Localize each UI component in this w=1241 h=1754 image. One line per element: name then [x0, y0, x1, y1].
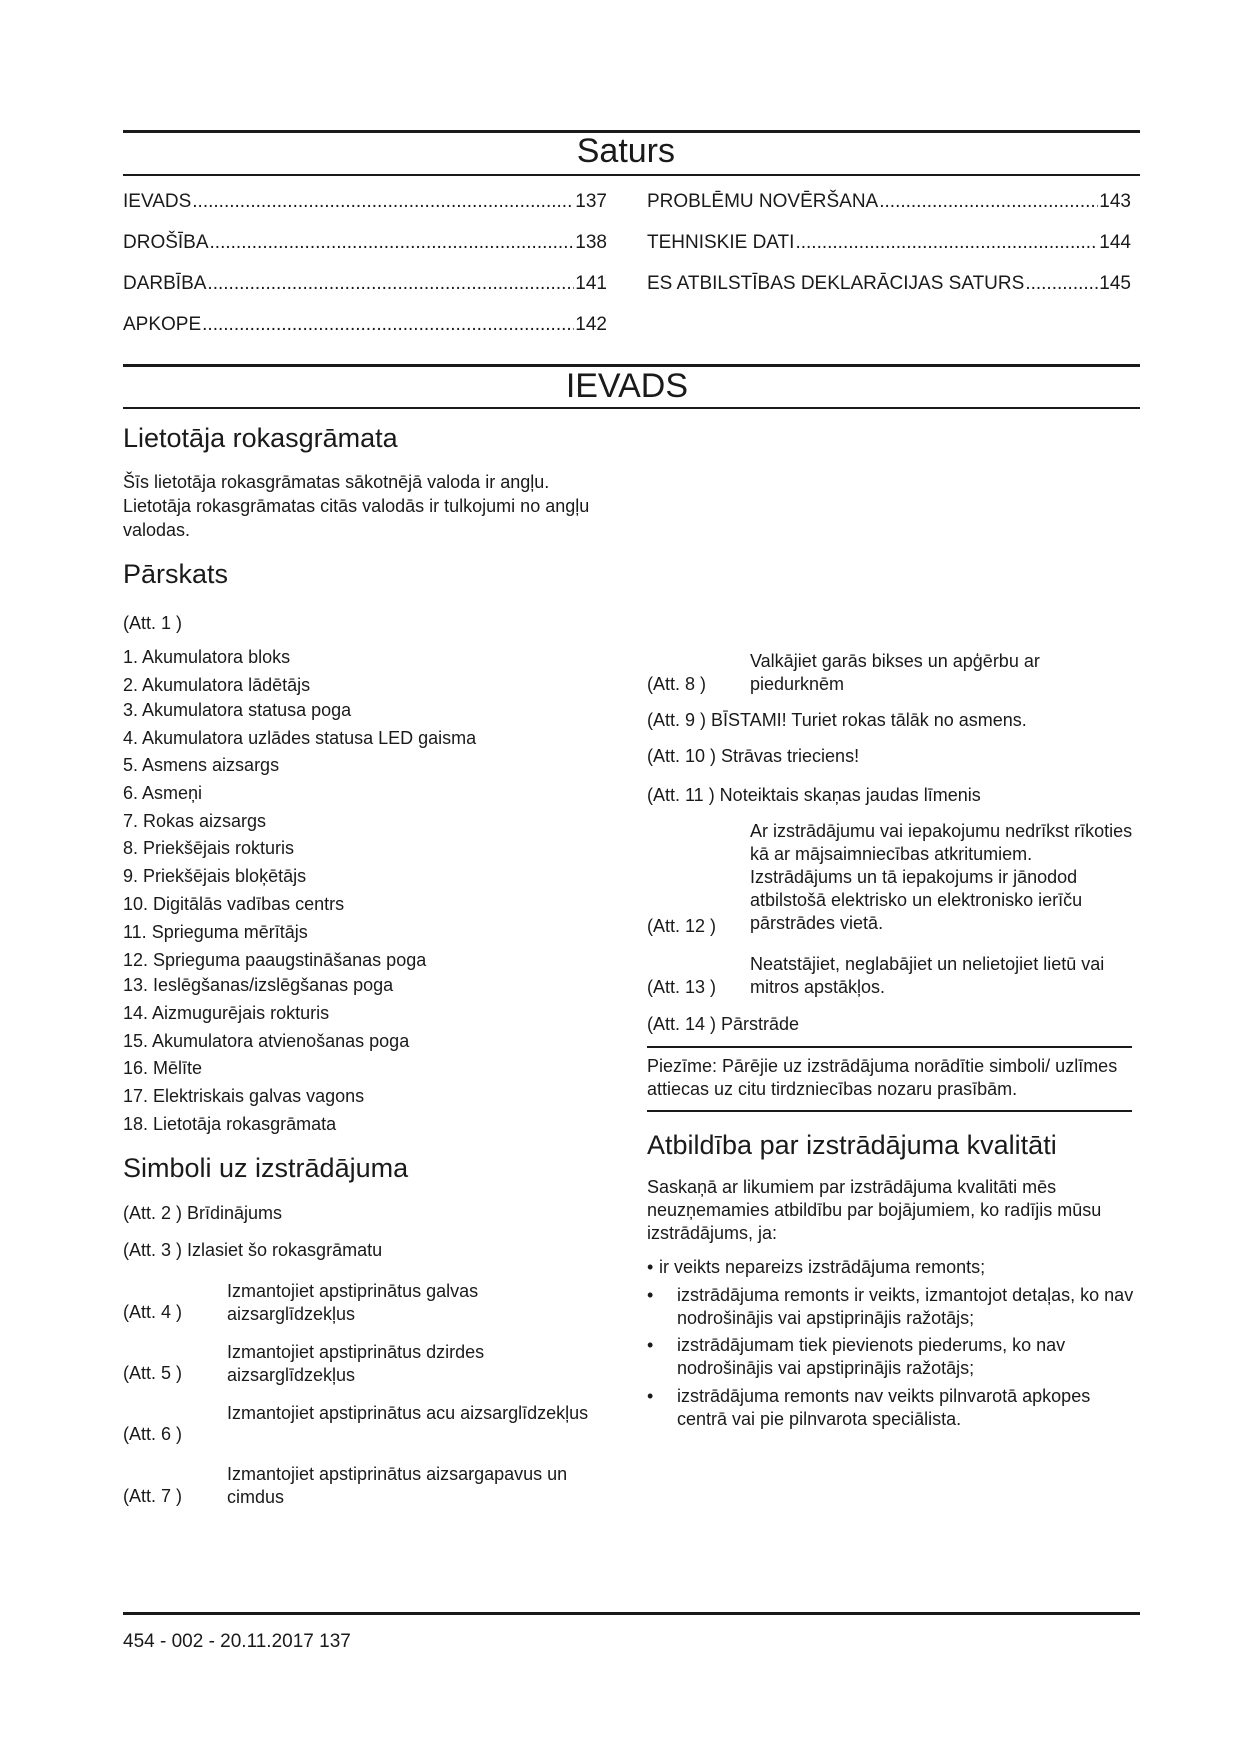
list-item: 15. Akumulatora atvienošanas poga	[123, 1031, 410, 1051]
toc-entry-page: 137	[575, 191, 607, 212]
list-item: 11. Sprieguma mērītājs	[123, 922, 308, 942]
symbol-ref: (Att. 4 )	[123, 1302, 183, 1322]
footer-text: 454 - 002 - 20.11.2017 137	[123, 1631, 351, 1652]
toc-entry-page: 144	[1099, 232, 1131, 253]
list-item: • izstrādājumam tiek pievienots piederums, ko nav nodrošinājis vai apstiprinājis ražotājs;	[647, 1335, 1066, 1378]
toc-entry-page: 143	[1099, 191, 1131, 212]
toc-entry-page: 142	[575, 314, 607, 335]
note-label: Piezīme:	[647, 1056, 718, 1076]
toc-entry-label: ES ATBILSTĪBAS DEKLARĀCIJAS SATURS	[647, 273, 1025, 294]
symbol-text: Neatstājiet, neglabājiet un nelietojiet lietū vai mitros apstākļos.	[750, 954, 1105, 997]
toc-entry-label: DROŠĪBA	[123, 232, 209, 253]
symbol-text: Valkājiet garās bikses un apģērbu ar piedurknēm	[750, 651, 1040, 694]
toc-entry-page: 141	[575, 273, 607, 294]
symbol-row: (Att. 11 ) Noteiktais skaņas jaudas līmenis	[647, 785, 981, 805]
list-item: • izstrādājuma remonts ir veikts, izmantojot detaļas, ko nav nodrošinājis vai apstiprinājis ražotājs;	[647, 1285, 1134, 1328]
section-title: IEVADS	[565, 367, 688, 405]
toc-entry[interactable]	[123, 273, 607, 295]
toc-entry[interactable]	[647, 273, 1131, 295]
toc-entry-label: DARBĪBA	[123, 273, 207, 294]
toc-entry[interactable]	[123, 232, 607, 254]
overview-heading: Pārskats	[123, 559, 229, 589]
footer-rule	[123, 1612, 1140, 1615]
list-item: 16. Mēlīte	[123, 1058, 203, 1078]
symbol-row: (Att. 2 ) Brīdinājums	[123, 1203, 283, 1223]
symbol-ref: (Att. 6 )	[123, 1424, 183, 1444]
manual-heading: Lietotāja rokasgrāmata	[123, 423, 398, 453]
symbol-row: (Att. 10 ) Strāvas trieciens!	[647, 746, 860, 766]
symbols-heading: Simboli uz izstrādājuma	[123, 1153, 409, 1183]
symbol-text: Izmantojiet apstiprinātus dzirdes aizsarglīdzekļus	[227, 1342, 485, 1385]
liability-heading: Atbildība par izstrādājuma kvalitāti	[647, 1130, 1057, 1160]
list-item: 5. Asmens aizsargs	[123, 755, 280, 775]
list-item: 3. Akumulatora statusa poga	[123, 700, 352, 720]
toc-entry[interactable]	[647, 191, 1131, 213]
manual-text: Šīs lietotāja rokasgrāmatas sākotnējā valoda ir angļu. Lietotāja rokasgrāmatas citās valodās ir tulkojumi no angļu valodas.	[123, 472, 590, 540]
symbol-text: Izmantojiet apstiprinātus aizsargapavus un cimdus	[227, 1464, 568, 1507]
toc-entry[interactable]	[123, 314, 607, 336]
note	[647, 1055, 1127, 1101]
symbol-row: (Att. 14 ) Pārstrāde	[647, 1014, 800, 1034]
toc-entry-label: TEHNISKIE DATI	[647, 232, 795, 253]
section-bottom-rule	[123, 407, 1140, 409]
bullet-icon: •	[647, 1335, 654, 1355]
toc-entry[interactable]	[123, 191, 607, 213]
toc-entry-page: 138	[575, 232, 607, 253]
toc-entry[interactable]	[647, 232, 1131, 254]
symbol-text: Ar izstrādājumu vai iepakojumu nedrīkst rīkoties kā ar mājsaimniecības atkritumiem. Izstrādājums un tā iepakojums ir jānodod atbilstošā elektrisko un elektronisko ierīču pārstrādes vietā.	[750, 821, 1133, 933]
list-item: 8. Priekšējais rokturis	[123, 838, 295, 858]
list-item: • ir veikts nepareizs izstrādājuma remonts;	[647, 1257, 986, 1277]
symbol-text: Izmantojiet apstiprinātus acu aizsarglīdzekļus	[227, 1403, 589, 1423]
list-item: 7. Rokas aizsargs	[123, 811, 267, 831]
note-bottom-rule	[647, 1110, 1132, 1112]
list-item: • izstrādājuma remonts nav veikts pilnvarotā apkopes centrā vai pie pilnvarota speciālista.	[647, 1386, 1091, 1429]
list-item: 18. Lietotāja rokasgrāmata	[123, 1114, 337, 1134]
list-item: 9. Priekšējais bloķētājs	[123, 866, 307, 886]
toc-entry-page: 145	[1099, 273, 1131, 294]
symbol-ref: (Att. 5 )	[123, 1363, 183, 1383]
toc-bottom-rule	[123, 174, 1140, 176]
symbol-ref: (Att. 13 )	[647, 977, 717, 997]
list-item: 14. Aizmugurējais rokturis	[123, 1003, 330, 1023]
note-top-rule	[647, 1046, 1132, 1048]
bullet-icon: •	[647, 1386, 654, 1406]
list-item: 1. Akumulatora bloks	[123, 647, 291, 667]
bullet-icon: •	[647, 1257, 654, 1277]
symbol-ref: (Att. 8 )	[647, 674, 707, 694]
symbol-text: Izmantojiet apstiprinātus galvas aizsarglīdzekļus	[227, 1281, 479, 1324]
note-text: Pārējie uz izstrādājuma norādītie simboli/ uzlīmes attiecas uz citu tirdzniecības nozaru prasībām.	[647, 1056, 1118, 1099]
list-item: 17. Elektriskais galvas vagons	[123, 1086, 365, 1106]
symbol-ref: (Att. 12 )	[647, 916, 717, 936]
list-item: 10. Digitālās vadības centrs	[123, 894, 345, 914]
toc-entry-label: IEVADS	[123, 191, 192, 212]
bullet-icon: •	[647, 1285, 654, 1305]
symbol-row: (Att. 9 ) BĪSTAMI! Turiet rokas tālāk no asmens.	[647, 710, 1027, 730]
symbol-row: (Att. 3 ) Izlasiet šo rokasgrāmatu	[123, 1240, 383, 1260]
list-item: 12. Sprieguma paaugstināšanas poga	[123, 950, 427, 970]
list-item: 6. Asmeņi	[123, 783, 203, 803]
list-item: 13. Ieslēgšanas/izslēgšanas poga	[123, 975, 394, 995]
liability-intro: Saskaņā ar likumiem par izstrādājuma kvalitāti mēs neuzņemamies atbildību par bojājumiem, ko radījis mūsu izstrādājums, ja:	[647, 1177, 1102, 1243]
toc-entry-label: PROBLĒMU NOVĒRŠANA	[647, 191, 879, 212]
symbol-ref: (Att. 7 )	[123, 1486, 183, 1506]
list-item: 2. Akumulatora lādētājs	[123, 675, 311, 695]
toc-entry-label: APKOPE	[123, 314, 202, 335]
toc-title: Saturs	[576, 132, 675, 170]
list-item: 4. Akumulatora uzlādes statusa LED gaisma	[123, 728, 477, 748]
overview-ref: (Att. 1 )	[123, 613, 183, 633]
